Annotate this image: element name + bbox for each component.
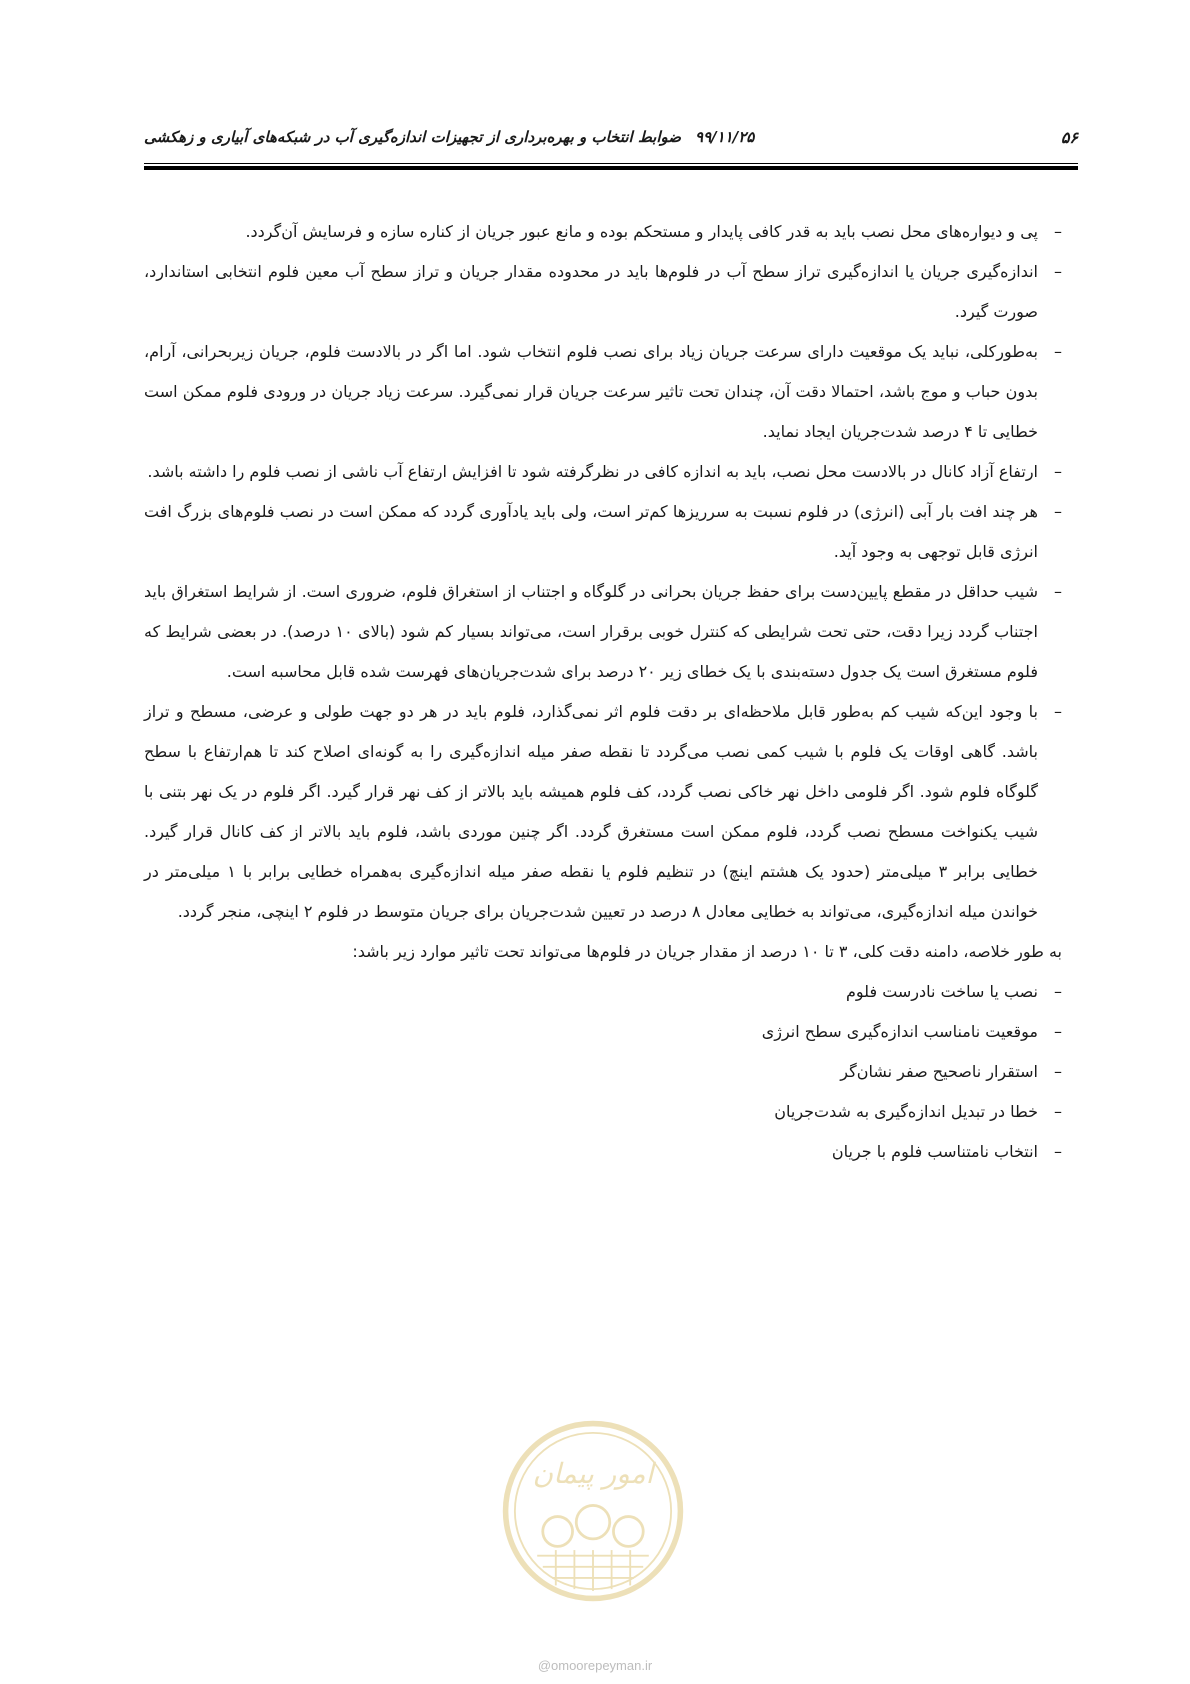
page-body <box>144 212 1062 1172</box>
bullet-dash: – <box>1054 1062 1062 1081</box>
list-item <box>144 252 1062 332</box>
header-rule-thin <box>144 163 1078 164</box>
list-item-text: موقعیت نامناسب اندازه‌گیری سطح انرژی <box>761 1022 1038 1041</box>
list-item <box>144 1092 1062 1132</box>
list-item <box>144 972 1062 1012</box>
summary-paragraph: به طور خلاصه، دامنه دقت کلی، ۳ تا ۱۰ درصد از مقدار جریان در فلوم‌ها می‌تواند تحت تاثیر موارد زیر باشد: <box>352 942 1062 961</box>
requirements-list <box>144 212 1062 932</box>
list-item <box>144 1052 1062 1092</box>
list-item <box>144 692 1062 932</box>
header-date: ۹۹/۱۱/۲۵ <box>695 128 755 146</box>
bullet-dash: – <box>1054 1022 1062 1041</box>
header-title: ضوابط انتخاب و بهره‌برداری از تجهیزات اندازه‌گیری آب در شبکه‌های آبیاری و زهکشی <box>144 128 682 146</box>
header-rule-thick <box>144 166 1078 170</box>
list-item <box>144 1012 1062 1052</box>
bullet-dash: – <box>1054 262 1062 281</box>
bullet-dash: – <box>1054 342 1062 361</box>
page-number: ۵۶ <box>1060 128 1078 147</box>
watermark-logo-text: امور پیمان <box>532 1457 654 1491</box>
list-item-text: نصب یا ساخت نادرست فلوم <box>845 982 1038 1001</box>
list-item-text: اندازه‌گیری جریان یا اندازه‌گیری تراز سطح آب در فلوم‌ها باید در محدوده مقدار جریان و تراز سطح آب معین فلوم انتخابی استاندارد، صورت گیرد. <box>144 262 1038 321</box>
list-item-text: پی و دیواره‌های محل نصب باید به قدر کافی پایدار و مستحکم بوده و مانع عبور جریان از کناره سازه و فرسایش آن‌گردد. <box>245 222 1038 241</box>
list-item-text: هر چند افت بار آبی (انرژی) در فلوم نسبت به سرریزها کم‌تر است، ولی باید یادآوری گردد که ممکن است در نصب فلوم‌های بزرگ افت انرژی قابل توجهی به وجود آید. <box>144 502 1038 561</box>
bullet-dash: – <box>1054 1142 1062 1161</box>
error-factors-list <box>144 972 1062 1172</box>
list-item-text: شیب حداقل در مقطع پایین‌دست برای حفظ جریان بحرانی در گلوگاه و اجتناب از استغراق فلوم، ضروری است. از شرایط استغراق باید اجتناب گردد زیرا دقت، حتی تحت شرایطی که کنترل خوبی برقرار است، می‌تواند بسیار کم شود (بالای ۱۰ درصد). در بعضی شرایط که فلوم مستغرق است یک جدول دسته‌بندی با یک خطای زیر ۲۰ درصد برای شدت‌جریان‌های فهرست شده قابل محاسبه است. <box>144 582 1039 681</box>
list-item <box>144 492 1062 572</box>
running-title <box>144 128 754 146</box>
list-item <box>144 212 1062 252</box>
list-item-text: خطا در تبدیل اندازه‌گیری به شدت‌جریان <box>774 1102 1038 1121</box>
bullet-dash: – <box>1054 702 1062 721</box>
bullet-dash: – <box>1054 1102 1062 1121</box>
bullet-dash: – <box>1054 582 1062 601</box>
list-item <box>144 1132 1062 1172</box>
bullet-dash: – <box>1054 462 1062 481</box>
bullet-dash: – <box>1054 982 1062 1001</box>
watermark-url: @omoorepeyman.ir <box>537 1658 653 1673</box>
watermark-logo-icon <box>500 1418 686 1604</box>
list-item-text: ارتفاع آزاد کانال در بالادست محل نصب، باید به اندازه کافی در نظرگرفته شود تا افزایش ارتفاع آب ناشی از نصب فلوم را داشته باشد. <box>147 462 1038 481</box>
list-item-text: با وجود این‌که شیب کم به‌طور قابل ملاحظه‌ای بر دقت فلوم اثر نمی‌گذارد، فلوم باید در هر دو جهت طولی و عرضی، مسطح و تراز باشد. گاهی اوقات یک فلوم با شیب کمی نصب می‌گردد تا نقطه صفر میله اندازه‌گیری را به گونه‌ای اصلاح کند تا هم‌ارتفاع با سطح گلوگاه فلوم شود. اگر فلومی داخل نهر خاکی نصب گردد، کف فلوم همیشه باید بالاتر از کف نهر قرار گیرد. اگر فلوم در یک نهر بتنی با شیب یکنواخت مسطح نصب گردد، فلوم ممکن است مستغرق گردد. اگر چنین موردی باشد، فلوم باید بالاتر از کف کانال قرار گیرد. خطایی برابر ۳ میلی‌متر (حدود یک هشتم اینچ) در تنظیم فلوم یا نقطه صفر میله اندازه‌گیری به‌همراه خطایی برابر با ۱ میلی‌متر در خواندن میله اندازه‌گیری، می‌تواند به خطایی معادل ۸ درصد در تعیین شدت‌جریان برای جریان متوسط در فلوم ۲ اینچی، منجر گردد. <box>144 702 1038 921</box>
bullet-dash: – <box>1054 222 1062 241</box>
list-item <box>144 332 1062 452</box>
list-item-text: انتخاب نامتناسب فلوم با جریان <box>831 1142 1038 1161</box>
list-item-text: به‌طورکلی، نباید یک موقعیت دارای سرعت جریان زیاد برای نصب فلوم انتخاب شود. اما اگر در بالادست فلوم، جریان زیربحرانی، آرام، بدون حباب و موج باشد، احتمالا دقت آن، چندان تحت تاثیر سرعت جریان قرار نمی‌گیرد. سرعت زیاد جریان در ورودی فلوم ممکن است خطایی تا ۴ درصد شدت‌جریان ایجاد نماید. <box>144 342 1038 441</box>
list-item <box>144 572 1062 692</box>
list-item-text: استقرار ناصحیح صفر نشان‌گر <box>840 1062 1038 1081</box>
page-header <box>144 126 1078 160</box>
bullet-dash: – <box>1054 502 1062 521</box>
list-item <box>144 452 1062 492</box>
